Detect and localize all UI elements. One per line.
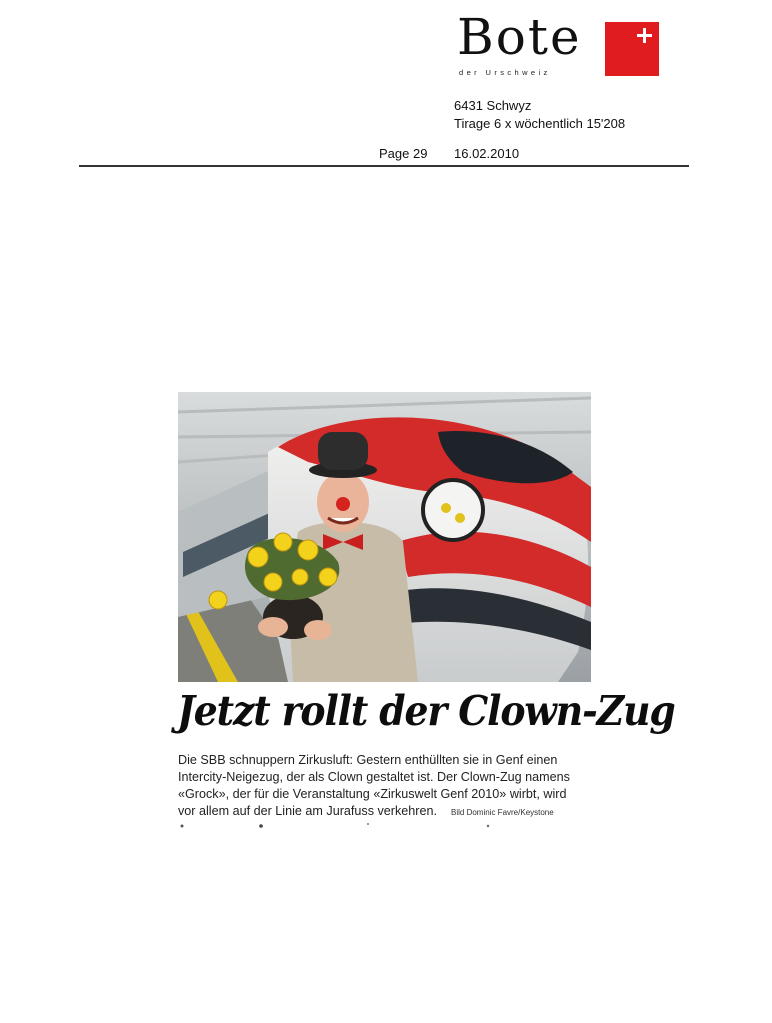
circulation-info: Tirage 6 x wöchentlich 15'208: [454, 116, 626, 131]
swiss-cross-icon: [605, 22, 659, 76]
photo-credit: Bild Dominic Favre/Keystone: [451, 808, 554, 817]
article-caption: [178, 752, 598, 821]
publication-location: 6431 Schwyz: [454, 98, 532, 113]
caption-line-text: vor allem auf der Linie am Jurafuss verkehren.: [178, 804, 437, 818]
logo-subtitle: der Urschweiz: [459, 68, 551, 77]
article-headline: Jetzt rollt der Clown-Zug: [177, 687, 675, 735]
clown-train-photo: [178, 392, 591, 682]
caption-line: Die SBB schnuppern Zirkusluft: Gestern enthüllten sie in Genf einen: [178, 753, 558, 767]
print-specks: [178, 822, 598, 830]
header-divider: [79, 165, 689, 167]
caption-line-last: [178, 803, 598, 821]
publication-date: 16.02.2010: [454, 146, 520, 161]
newspaper-logo: [455, 8, 660, 78]
caption-line: «Grock», der für die Veranstaltung «Zirkuswelt Genf 2010» wirbt, wird: [178, 787, 567, 801]
article-photo: [178, 392, 591, 682]
logo-wordmark: Bote: [457, 8, 582, 66]
caption-line: Intercity-Neigezug, der als Clown gestaltet ist. Der Clown-Zug namens: [178, 770, 570, 784]
page-number: Page 29: [379, 146, 428, 161]
